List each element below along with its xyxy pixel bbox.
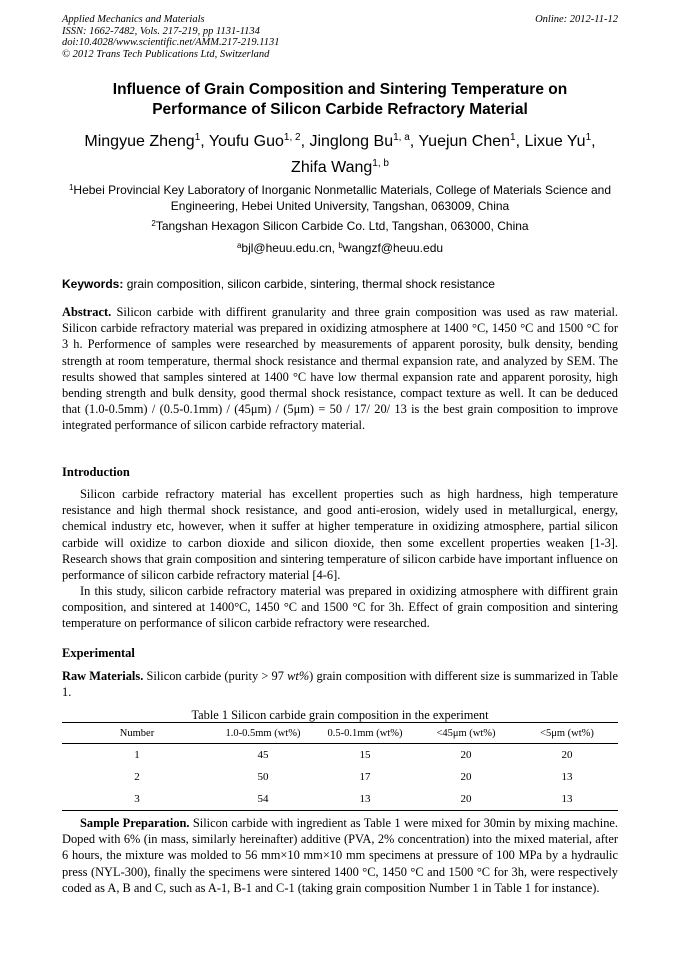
author-name: Yuejun Chen	[418, 133, 511, 150]
introduction-paragraph-1: Silicon carbide refractory material has excellent properties such as high hardness, high temperature resistance and high thermal shock resistance, and good anti-erosion, widely used in metallurgical, energy, chemical industry etc, however, when it suffer at higher temperature in oxidizing atmosphere, partial silicon carbide will oxidize to carbon dioxide and silicon dioxide, then some excellent properties weaken [1-3]. Research shows that grain composition and sintering temperature of silicon carbide have important influence on performance of silicon carbide refractory material [4-6].	[62, 487, 618, 583]
issn-line: ISSN: 1662-7482, Vols. 217-219, pp 1131-1134	[62, 25, 260, 37]
table-caption: Table 1 Silicon carbide grain composition in the experiment	[191, 708, 489, 722]
experimental-heading: Experimental	[62, 646, 135, 660]
email-mark: a	[236, 241, 242, 250]
table-cell: 13	[516, 788, 618, 811]
table-cell: 20	[460, 749, 472, 761]
table-header-cell: <5μm (wt%)	[516, 723, 618, 744]
author-affiliation-mark: 1, a	[393, 132, 410, 143]
introduction-paragraph-2: In this study, silicon carbide refractory material was prepared in oxidizing atmosphere with diffirent grain composition, and sintered at 1400°C, 1450 °C and 1500 °C for 3h. Effect of grain composition and sintering temperature on performance of silicon carbide refractory were researched.	[62, 584, 618, 631]
author-affiliation-mark: 1, b	[372, 158, 389, 169]
email-a: bjl@heuu.edu.cn,	[241, 241, 339, 255]
author-name: Jinglong Bu	[309, 133, 394, 150]
table-cell: 13	[314, 788, 416, 811]
affiliation-text: Tangshan Hexagon Silicon Carbide Co. Ltd, Tangshan, 063000, China	[155, 219, 529, 233]
table-cell: 45	[257, 749, 269, 761]
doi-line: doi:10.4028/www.scientific.net/AMM.217-219.1131	[62, 37, 280, 48]
table-row	[62, 788, 618, 811]
table-row	[62, 744, 618, 767]
author-name: Mingyue Zheng	[84, 133, 195, 150]
raw-materials-label: Raw Materials.	[62, 669, 144, 683]
title-line-2: Performance of Silicon Carbide Refractory Material	[152, 101, 528, 118]
keywords-text: grain composition, silicon carbide, sintering, thermal shock resistance	[123, 277, 495, 291]
raw-materials-text: Silicon carbide (purity > 97	[143, 669, 288, 683]
table-header-cell: <45μm (wt%)	[416, 723, 516, 744]
table-cell: 50	[257, 771, 269, 783]
table-header-cell: 0.5-0.1mm (wt%)	[314, 723, 416, 744]
email-line	[62, 240, 618, 256]
author-affiliation-mark: 1	[585, 132, 592, 143]
raw-materials-text: ) grain composition with different size is summarized in Table 1.	[62, 669, 618, 700]
affiliation-1	[62, 182, 618, 214]
abstract	[62, 304, 618, 434]
journal-header	[62, 14, 618, 60]
affiliation-2	[62, 218, 618, 234]
affiliation-mark: 1	[68, 183, 74, 192]
table-cell: 20	[561, 749, 573, 761]
table-cell: 20	[416, 788, 516, 811]
author-affiliation-mark: 1	[194, 132, 201, 143]
table-cell: 13	[561, 771, 573, 783]
journal-name: Applied Mechanics and Materials	[62, 14, 205, 25]
affiliation-text: Hebei Provincial Key Laboratory of Inorganic Nonmetallic Materials, College of Materials Science and Engineering, Hebei United University, Tangshan, 063009, China	[73, 183, 612, 213]
raw-materials-unit: wt%	[287, 669, 310, 683]
table-row	[62, 766, 618, 788]
raw-materials-paragraph	[62, 668, 618, 700]
table-cell: 20	[460, 771, 472, 783]
sample-preparation-text: Silicon carbide with ingredient as Table 1 were mixed for 30min by mixing machine. Doped with 6% (in mass, similarly hereinafter) additive (PVA, 2% concentration) into the mixed material, after 6 hours, the mixture was molded to 56 mm×10 mm×10 mm specimens at pressure of 100 MPa by a hydraulic press (NYL-300), finally the specimens were sintered 1400 °C, 1450 °C and 1500 °C for 3h, were respectively coded as A, B and C, such as A-1, B-1 and C-1 (taking grain composition Number 1 in Table 1 for instance).	[62, 816, 618, 895]
email-b: wangzf@heuu.edu	[342, 241, 444, 255]
author-name: Lixue Yu	[524, 133, 586, 150]
email-mark: b	[338, 241, 343, 250]
table-cell: 17	[359, 771, 371, 783]
table-header-cell: Number	[62, 723, 212, 744]
author-name: Zhifa Wang	[291, 159, 373, 176]
grain-composition-table	[62, 722, 618, 811]
table-cell: 3	[62, 788, 212, 811]
abstract-text: Silicon carbide with diffirent granularity and three grain composition was used as raw material. Silicon carbide refractory material was prepared in oxidizing atmosphere at 1400 °C, 1450 °C and 1500 °C for 3 h. Performence of samples were researched by measurements of apparent porosity, bulk density, bending strength at room temperature, thermal shock resistance and thermal expansion rate, and analyzed by SEM. The results showed that samples sintered at 1400 °C have low thermal expansion rate and apparent porosity, high bending strength and bulk density, good thermal shock resistance, compact texture as well. It can be deduced that (1.0-0.5mm) / (0.5-0.1mm) / (45μm) / (5μm) = 50 / 17/ 20/ 13 is the best grain composition to improve integrated performance of silicon carbide refractory material.	[62, 305, 618, 433]
table-cell: 15	[359, 749, 371, 761]
table-cell: 2	[134, 771, 140, 783]
table-cell: 54	[212, 788, 314, 811]
table-header-cell: 1.0-0.5mm (wt%)	[212, 723, 314, 744]
author-name: Youfu Guo	[208, 133, 284, 150]
title-line-1: Influence of Grain Composition and Sintering Temperature on	[112, 81, 568, 98]
author-affiliation-mark: 1, 2	[283, 132, 301, 143]
sample-preparation-paragraph	[62, 815, 618, 896]
paper-title	[62, 80, 618, 120]
keywords	[62, 276, 618, 292]
sample-preparation-label: Sample Preparation.	[80, 816, 190, 830]
author-affiliation-mark: 1	[510, 132, 516, 143]
affiliation-mark: 2	[151, 219, 156, 228]
keywords-label: Keywords:	[62, 277, 124, 291]
author-list: Mingyue Zheng$^1$, Youfu Guo$^{1, 2}$, Jinglong Bu$^{1, a}$, Yuejun Chen$^1$, Lixue Yu$^1$, Zhifa Wang$^{1, b}$	[84, 132, 596, 176]
table-cell: 1	[134, 749, 140, 761]
table-header-row	[62, 723, 618, 744]
abstract-label: Abstract.	[62, 305, 112, 319]
introduction-heading: Introduction	[62, 465, 130, 479]
copyright-line: © 2012 Trans Tech Publications Ltd, Switzerland	[62, 48, 270, 60]
online-date: Online: 2012-11-12	[535, 14, 618, 25]
